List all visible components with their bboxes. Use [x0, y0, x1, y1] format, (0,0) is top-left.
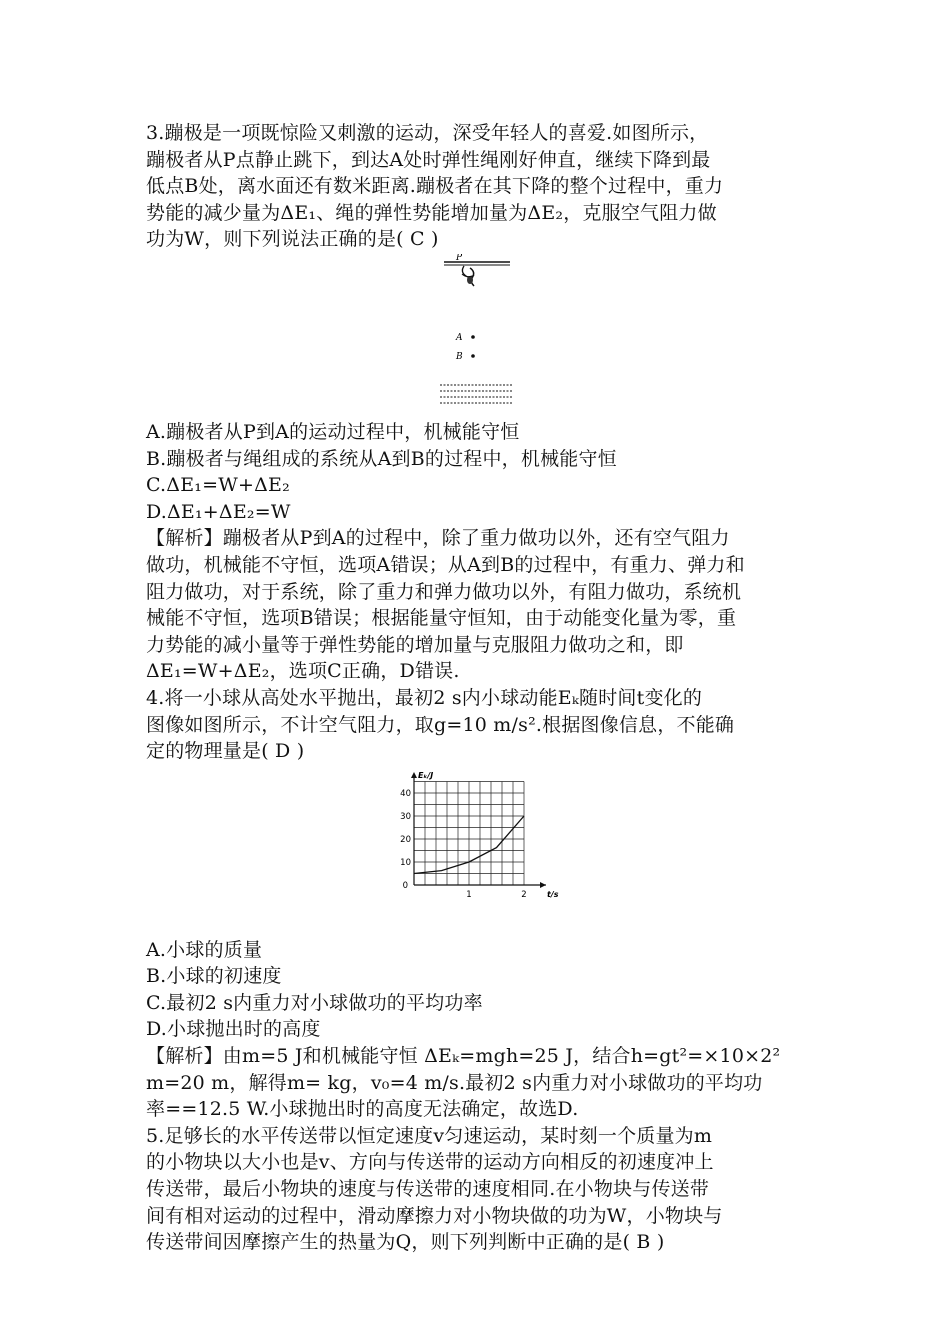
q3-analysis-6: ΔE₁=W+ΔE₂，选项C正确，D错误. — [146, 660, 460, 683]
q5-line-2: 的小物块以大小也是v、方向与传送带的运动方向相反的初速度冲上 — [146, 1151, 714, 1174]
q4-line-2: 图像如图所示，不计空气阻力，取g=10 m/s².根据图像信息，不能确 — [146, 713, 735, 736]
q4-option-d: D.小球抛出时的高度 — [146, 1018, 321, 1041]
y-tick-label: 30 — [400, 812, 411, 822]
q4-options — [146, 937, 818, 1043]
ek-time-chart — [394, 744, 560, 902]
q3-line-1: 3.蹦极是一项既惊险又刺激的运动，深受年轻人的喜爱.如图所示， — [146, 122, 709, 144]
q5-line-4: 间有相对运动的过程中，滑动摩擦力对小物块做的功为W，小物块与 — [146, 1204, 723, 1227]
q3-options — [146, 419, 818, 525]
point-b — [471, 354, 475, 358]
q4-line-1: 4.将一小球从高处水平抛出，最初2 s内小球动能Eₖ随时间t变化的 — [146, 686, 703, 709]
q4-option-a: A.小球的质量 — [146, 938, 263, 961]
x-axis-label: t/s — [547, 890, 559, 899]
q3-analysis-5: 力势能的减小量等于弹性势能的增加量与克服阻力做功之和，即 — [146, 633, 684, 656]
x-tick-label: 2 — [521, 890, 527, 900]
q4-analysis — [146, 1043, 818, 1123]
q3-option-c: C.ΔE₁=W+ΔE₂ — [146, 474, 290, 497]
q3-analysis-4: 械能不守恒，选项B错误；根据能量守恒知，由于动能变化量为零，重 — [146, 607, 737, 630]
q3-line-3: 低点B处，离水面还有数米距离.蹦极者在其下降的整个过程中，重力 — [146, 175, 724, 198]
q3-line-5: 功为W，则下列说法正确的是( C ) — [146, 228, 439, 251]
y-tick-label: 0 — [402, 881, 408, 891]
q3-option-a: A.蹦极者从P到A的运动过程中，机械能守恒 — [146, 420, 520, 443]
q3-analysis — [146, 525, 818, 685]
label-p: P — [456, 254, 463, 263]
q4-option-c: C.最初2 s内重力对小球做功的平均功率 — [146, 991, 483, 1014]
q3-stem — [146, 120, 818, 253]
jumper-icon — [462, 266, 474, 286]
point-a — [471, 335, 475, 339]
q3-analysis-2: 做功，机械能不守恒，选项A错误；从A到B的过程中，有重力、弹力和 — [146, 553, 745, 576]
q5-line-5: 传送带间因摩擦产生的热量为Q，则下列判断中正确的是( B ) — [146, 1231, 665, 1254]
q5-line-1: 5.足够长的水平传送带以恒定速度v匀速运动，某时刻一个质量为m — [146, 1124, 713, 1147]
q4-option-b: B.小球的初速度 — [146, 965, 282, 988]
q4-analysis-1: 【解析】由m=5 J和机械能守恒 ΔEₖ=mgh=25 J，结合h=gt²=×10×2² — [146, 1045, 781, 1068]
y-axis-arrow — [411, 772, 417, 778]
q3-analysis-1: 【解析】蹦极者从P到A的过程中，除了重力做功以外，还有空气阻力 — [146, 527, 730, 550]
q4-line-3: 定的物理量是( D ) — [146, 740, 305, 763]
q5-stem — [146, 1123, 818, 1256]
q3-line-4: 势能的减少量为ΔE₁、绳的弹性势能增加量为ΔE₂，克服空气阻力做 — [146, 201, 717, 224]
q5-line-3: 传送带，最后小物块的速度与传送带的速度相同.在小物块与传送带 — [146, 1178, 710, 1201]
q4-analysis-2: m=20 m，解得m= kg，v₀=4 m/s.最初2 s内重力对小球做功的平均功 — [146, 1071, 763, 1094]
x-tick-label: 1 — [466, 890, 472, 900]
q3-analysis-3: 阻力做功，对于系统，除了重力和弹力做功以外，有阻力做功，系统机 — [146, 580, 742, 603]
water-surface — [440, 385, 512, 403]
q3-option-d: D.ΔE₁+ΔE₂=W — [146, 500, 291, 523]
q3-line-2: 蹦极者从P点静止跳下，到达A处时弹性绳刚好伸直，继续下降到最 — [146, 148, 711, 171]
label-a: A — [456, 333, 463, 343]
q4-analysis-3: 率==12.5 W.小球抛出时的高度无法确定，故选D. — [146, 1098, 579, 1121]
y-tick-label: 10 — [400, 858, 411, 868]
q3-option-b: B.蹦极者与绳组成的系统从A到B的过程中，机械能守恒 — [146, 447, 617, 470]
y-tick-label: 20 — [400, 835, 411, 845]
y-axis-label: Eₖ/J — [418, 771, 434, 780]
label-b: B — [456, 352, 463, 362]
bungee-diagram — [440, 254, 514, 406]
x-axis-arrow — [540, 882, 546, 888]
y-tick-label: 40 — [400, 789, 411, 799]
